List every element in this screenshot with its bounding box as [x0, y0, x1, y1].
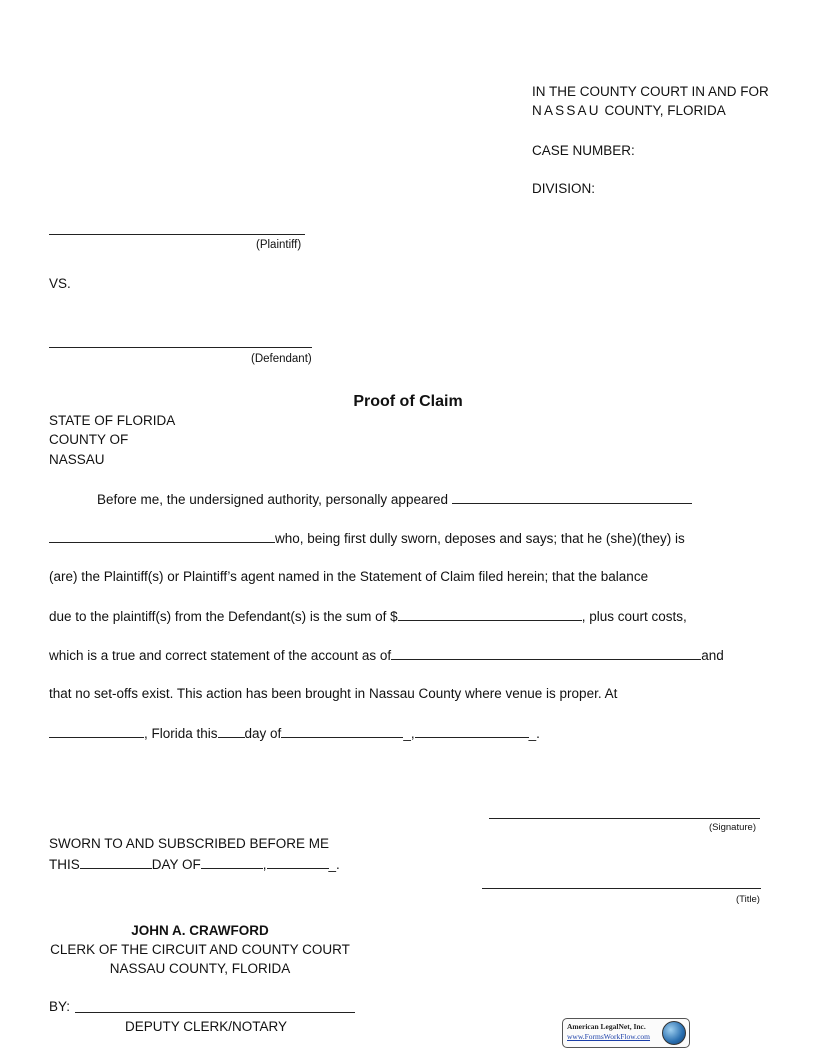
title-line[interactable] — [482, 888, 761, 889]
body-line-4-text: due to the plaintiff(s) from the Defendant(s) is the sum of $ — [49, 609, 398, 624]
year-field[interactable] — [415, 724, 529, 738]
plaintiff-label: (Plaintiff) — [256, 239, 302, 251]
account-date-field[interactable] — [391, 646, 701, 660]
body-line-2-text: who, being first dully sworn, deposes and says; that he (she)(they) is — [275, 531, 685, 546]
city-field[interactable] — [49, 724, 144, 738]
body-line-7-florida: , Florida this — [144, 726, 218, 741]
body-line-7-dayof: day of — [244, 726, 282, 741]
court-county-name: NASSAU — [532, 103, 601, 118]
plaintiff-line[interactable] — [49, 234, 305, 235]
body-line-5-tail: and — [701, 648, 724, 663]
clerk-block — [50, 921, 350, 978]
affiant-name-field-2[interactable] — [49, 529, 275, 543]
defendant-line[interactable] — [49, 347, 312, 348]
sworn-this: THIS — [49, 857, 80, 872]
body-line-4 — [49, 607, 687, 626]
logo-line-2[interactable]: www.FormsWorkFlow.com — [567, 1032, 651, 1041]
body-line-1-text: Before me, the undersigned authority, personally appeared — [97, 492, 452, 507]
legalnet-logo[interactable] — [562, 1018, 690, 1048]
body-line-7-comma: _, — [403, 726, 415, 741]
venue-county-name: NASSAU — [49, 452, 105, 467]
body-line-2 — [49, 529, 685, 548]
sworn-year-field[interactable] — [267, 855, 329, 869]
court-heading-line1: IN THE COUNTY COURT IN AND FOR — [532, 84, 769, 99]
deputy-signature-line[interactable] — [75, 1012, 355, 1013]
sworn-month-field[interactable] — [201, 855, 263, 869]
case-number-label: CASE NUMBER: — [532, 143, 635, 158]
signature-line[interactable] — [489, 818, 760, 819]
claim-amount-field[interactable] — [398, 607, 582, 621]
sworn-comma: , — [262, 857, 267, 872]
affiant-name-field-1[interactable] — [452, 490, 692, 504]
court-heading-line2 — [532, 102, 726, 120]
body-line-7 — [49, 724, 540, 743]
body-line-5 — [49, 646, 724, 665]
body-line-5-text: which is a true and correct statement of the account as of — [49, 648, 392, 663]
logo-line-1: American LegalNet, Inc. — [567, 1022, 646, 1031]
clerk-county: NASSAU COUNTY, FLORIDA — [109, 961, 291, 976]
by-label: BY: — [49, 999, 71, 1014]
body-line-7-end: _. — [528, 726, 540, 741]
sworn-day-field[interactable] — [80, 855, 152, 869]
body-line-3: (are) the Plaintiff(s) or Plaintiff’s agent named in the Statement of Claim filed herein; that the balance — [49, 569, 649, 584]
venue-county: COUNTY OF — [49, 432, 129, 447]
body-line-1 — [97, 490, 692, 509]
document-title: Proof of Claim — [353, 393, 463, 410]
title-label: (Title) — [736, 894, 760, 905]
clerk-title: CLERK OF THE CIRCUIT AND COUNTY COURT — [50, 942, 350, 957]
signature-label: (Signature) — [709, 822, 756, 833]
month-field[interactable] — [281, 724, 403, 738]
clerk-name: JOHN A. CRAWFORD — [131, 923, 269, 938]
sworn-end: _. — [328, 857, 340, 872]
court-state: COUNTY, FLORIDA — [600, 103, 726, 118]
division-label: DIVISION: — [532, 181, 596, 196]
sworn-line-1: SWORN TO AND SUBSCRIBED BEFORE ME — [49, 836, 330, 851]
day-field[interactable] — [218, 724, 245, 738]
defendant-label: (Defendant) — [251, 353, 312, 365]
deputy-label: DEPUTY CLERK/NOTARY — [125, 1019, 288, 1034]
globe-icon — [662, 1021, 686, 1045]
sworn-day-of: DAY OF — [151, 857, 201, 872]
sworn-line-2 — [49, 855, 340, 874]
vs-label: VS. — [49, 276, 71, 291]
body-line-4-tail: , plus court costs, — [581, 609, 687, 624]
venue-state: STATE OF FLORIDA — [49, 413, 176, 428]
body-line-6: that no set-offs exist. This action has been brought in Nassau County where venue is proper. At — [49, 686, 618, 701]
